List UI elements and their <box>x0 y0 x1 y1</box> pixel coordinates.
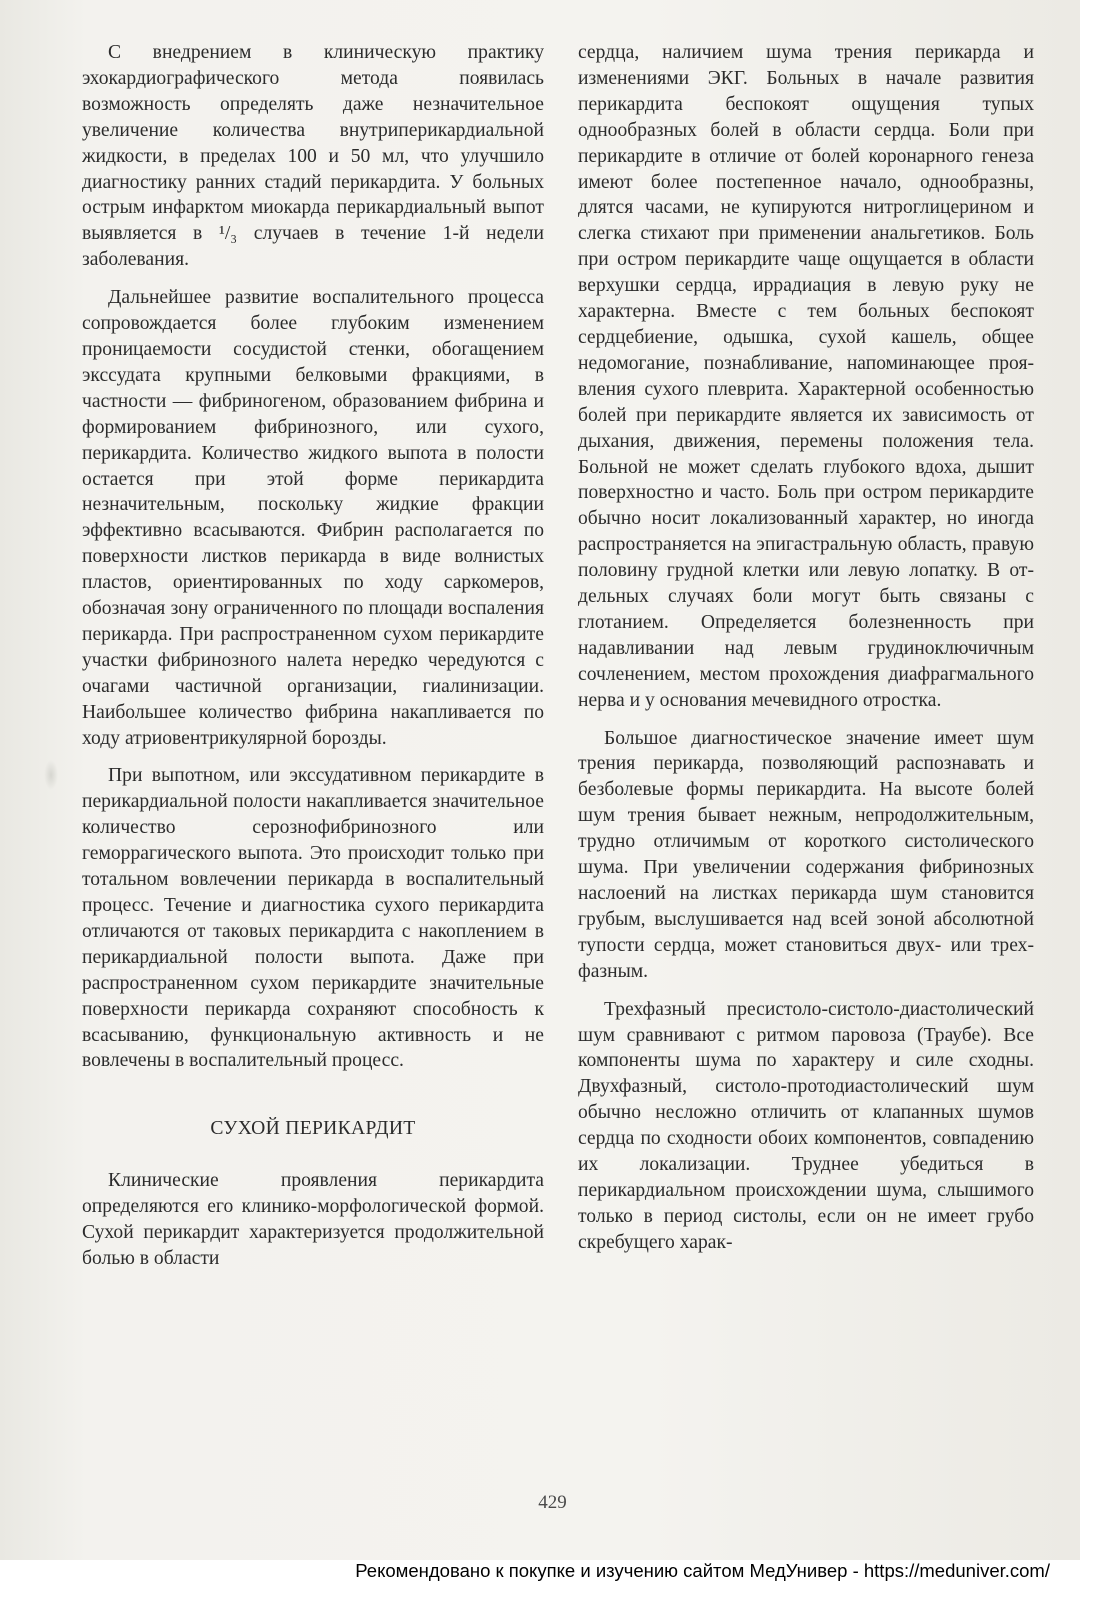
footer-credit: Рекомендовано к покупке и изучению сайтом МедУнивер - https://meduniver.com/ <box>355 1560 1050 1581</box>
paragraph: Клинические проявления перикардита определяются его клинико-морфологической формой. Сухой перикардит характеризуется продолжительной болью в области <box>82 1170 544 1269</box>
paragraph: Дальнейшее развитие воспалительного процесса сопровождается более глубоким изменением проницаемости сосудистой стенки, обогащением экссудата крупными белковыми фракциями, в частности — фибриногеном, образованием фибрина и формированием фибринозного, или сухого, перикардита. Количество жидкого выпота в полости остается при этой форме перикардита незначительным, поскольку жидкие фракции эффективно всасываются. Фибрин располагается по поверхности листков перикарда в виде волнистых пластов, ориентированных по ходу саркомеров, обозначая зону ограниченного по площади воспаления перикарда. При распространенном сухом перикардите участки фибринозного налета нередко чередуются с очагами частичной организации, гиалинизации. Наибольшее количество фибрина накапливается по ходу атриовентрикулярной борозды. <box>82 287 544 749</box>
right-column <box>578 40 1034 1268</box>
section-heading: СУХОЙ ПЕРИКАРДИТ <box>210 1118 416 1140</box>
paragraph: Большое диагностическое значение имеет шум трения перикарда, позволяющий распознавать и безболевые формы перикардита. На высоте болей шум трения бывает нежным, непродолжительным, трудно отличимым от короткого систолического шума. При увеличении содержания фибринозных наслоений на листках перикарда шум становится грубым, выслушивается над всей зоной абсолютной тупости сердца, может становиться двух- или трехфазным. <box>578 727 1034 982</box>
left-column <box>82 40 544 1284</box>
page-number: 429 <box>538 1492 567 1513</box>
paragraph: При выпотном, или экссудативном перикардите в перикардиальной полости накапливается значительное количество серознофибринозного или геморрагического выпота. Это происходит только при тотальном вовлечении перикарда в воспалительный процесс. Течение и диагностика сухого перикардита отличаются от таковых перикардита с накоплением в перикардиальной полости выпота. Даже при распространенном сухом перикардите значительные поверхности перикарда сохраняют способность к всасыванию, функциональную активность и не вовлечены в воспалительный процесс. <box>82 765 544 1072</box>
scan-smudge <box>44 760 58 790</box>
paragraph: С внедрением в клиническую практику эхокардиографического метода появилась возможность определять даже незначительное увеличение количества внутриперикардиальной жидкости, в пределах 100 и 50 мл, что улучшило диагностику ранних стадий перикардита. У больных острым инфарктом миокарда перикардиальный выпот выявляется в ¹/₃ случаев в течение 1-й недели заболевания. <box>82 42 544 271</box>
paragraph: Трехфазный пресистоло-систоло-диастолический шум сравнивают с ритмом паровоза (Траубе). Все компоненты шума по характеру и силе сходны. Двухфазный, систоло-протодиастолический шум обычно несложно отличить от клапанных шумов сердца по сходности обоих компонентов, совпадению их локализации. Труднее убедиться в перикардиальном происхождении шума, слышимого только в период систолы, если он не имеет грубо скребущего харак- <box>578 998 1034 1253</box>
paragraph: сердца, наличием шума трения перикарда и изменениями ЭКГ. Больных в начале развития перикардита беспокоят ощущения тупых однообразных болей в области сердца. Боли при перикардите в отличие от болей коронарного генеза имеют более постепенное начало, однообразны, длятся часами, не купируются нитроглицерином и слегка стихают при применении анальгетиков. Боль при остром перикардите чаще ощущается в области верхушки сердца, иррадиация в левую руку не характерна. Вместе с тем больных беспокоят сердцебиение, одышка, сухой кашель, общее недомогание, познабливание, напоминающее проявления сухого плеврита. Характерной особенностью болей при перикардите является их зависимость от дыхания, движения, перемены положения тела. Больной не может сделать глубокого вдоха, дышит поверхностно и часто. Боль при остром перикардите обычно носит локализованный характер, но иногда распространяется на эпигастральную область, правую половину грудной клетки или левую лопатку. В отдельных случаях боли могут быть связаны с глотанием. Определяется болезненность при надавливании над левым грудиноключичным сочленением, местом прохождения диафрагмального нерва и у основания мечевидного отростка. <box>578 42 1034 711</box>
